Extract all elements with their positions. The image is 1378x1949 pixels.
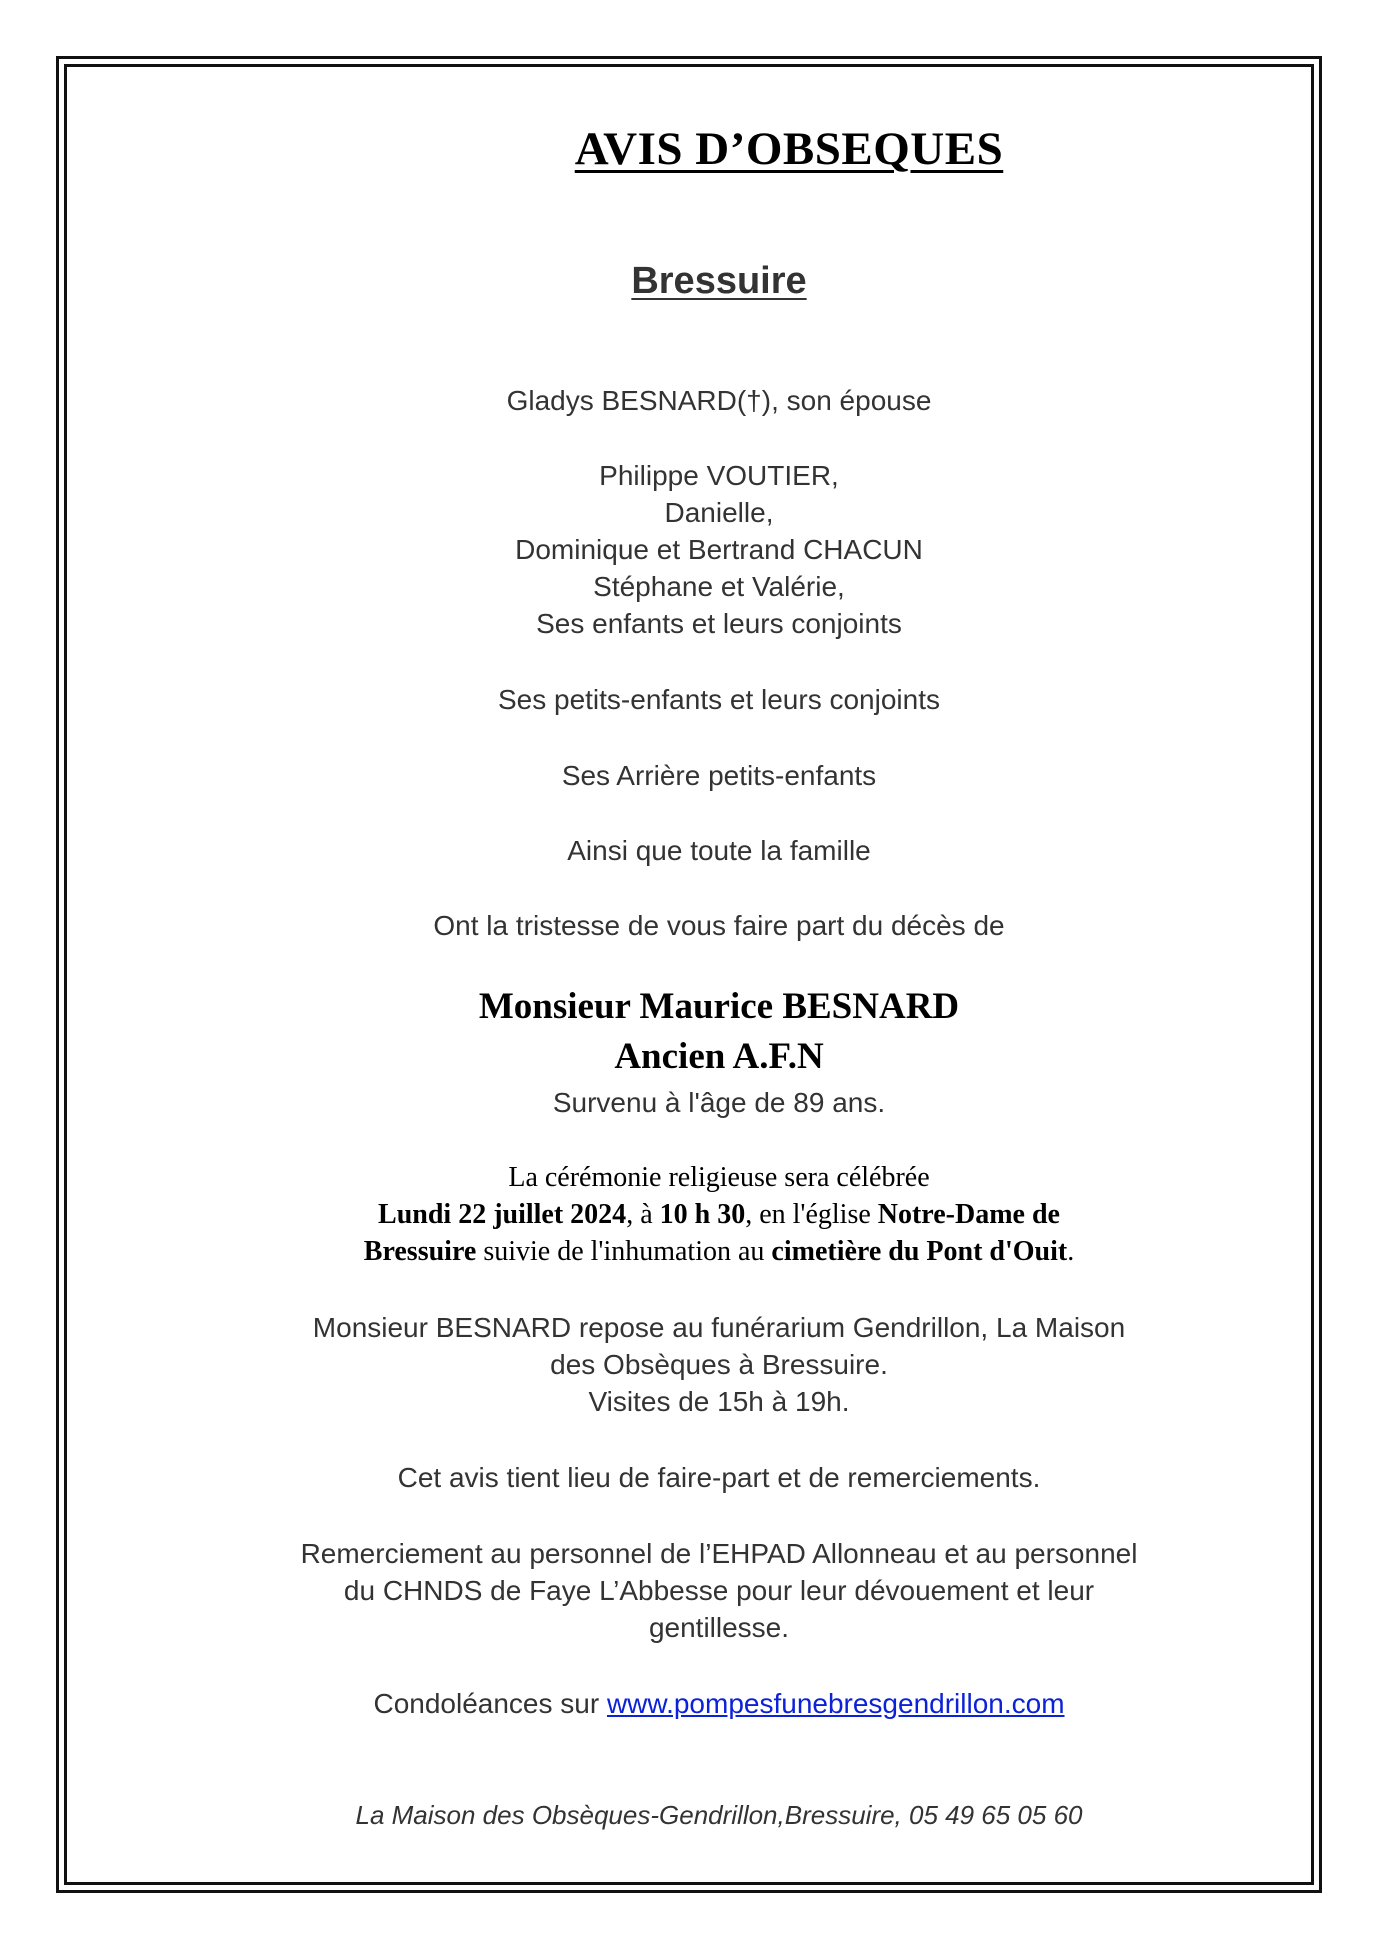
great-grandchildren-line: Ses Arrière petits-enfants [561, 760, 877, 791]
grandchildren-line: Ses petits-enfants et leurs conjoints [497, 684, 940, 715]
child-line: Stéphane et Valérie, [593, 571, 845, 602]
ceremony-end: . [1067, 1236, 1075, 1267]
condolences-link[interactable]: www.pompesfunebresgendrillon.com [606, 1688, 1065, 1719]
ceremony-separator: suivie de l'inhumation au [476, 1236, 772, 1267]
deceased-age: Survenu à l'âge de 89 ans. [552, 1087, 886, 1118]
family-line: Ainsi que toute la famille [567, 835, 871, 866]
deceased-title: Ancien A.F.N [614, 1036, 824, 1077]
rest-line: des Obsèques à Bressuire. [550, 1349, 888, 1380]
footer-contact: La Maison des Obsèques-Gendrillon,Bressuire, 05 49 65 05 60 [355, 1800, 1083, 1830]
ceremony-separator: , en l'église [745, 1199, 878, 1230]
ceremony-church-city: Bressuire [363, 1236, 477, 1267]
announcement-line: Ont la tristesse de vous faire part du décès de [433, 910, 1005, 941]
city-heading: Bressuire [631, 260, 807, 302]
ceremony-details-line1 [30, 1199, 1378, 1231]
ceremony-cemetery: cimetière du Pont d'Ouit [771, 1236, 1068, 1267]
children-summary: Ses enfants et leurs conjoints [536, 608, 902, 639]
thanks-line: gentillesse. [648, 1612, 790, 1643]
ceremony-separator: , à [626, 1199, 660, 1230]
thanks-line: du CHNDS de Faye L’Abbesse pour leur dévouement et leur [343, 1575, 1095, 1606]
notice-line: Cet avis tient lieu de faire-part et de remerciements. [397, 1462, 1041, 1493]
spouse-line: Gladys BESNARD(†), son épouse [506, 385, 932, 416]
deceased-name: Monsieur Maurice BESNARD [478, 986, 960, 1027]
ceremony-time: 10 h 30 [659, 1199, 746, 1230]
visiting-hours: Visites de 15h à 19h. [588, 1386, 850, 1417]
notice-title: AVIS D’OBSEQUES [574, 123, 1004, 175]
child-line: Dominique et Bertrand CHACUN [515, 534, 923, 565]
ceremony-details-line2 [30, 1236, 1378, 1268]
ceremony-church: Notre-Dame de [877, 1199, 1060, 1230]
child-line: Philippe VOUTIER, [599, 460, 839, 491]
ceremony-intro: La cérémonie religieuse sera célébrée [508, 1162, 930, 1193]
condolences-label: Condoléances sur [373, 1688, 607, 1719]
thanks-line: Remerciement au personnel de l’EHPAD Allonneau et au personnel [300, 1538, 1138, 1569]
ceremony-day: Lundi 22 juillet 2024 [378, 1199, 627, 1230]
child-line: Danielle, [664, 497, 774, 528]
condolences-line [30, 1688, 1378, 1720]
rest-line: Monsieur BESNARD repose au funérarium Gendrillon, La Maison [312, 1312, 1126, 1343]
